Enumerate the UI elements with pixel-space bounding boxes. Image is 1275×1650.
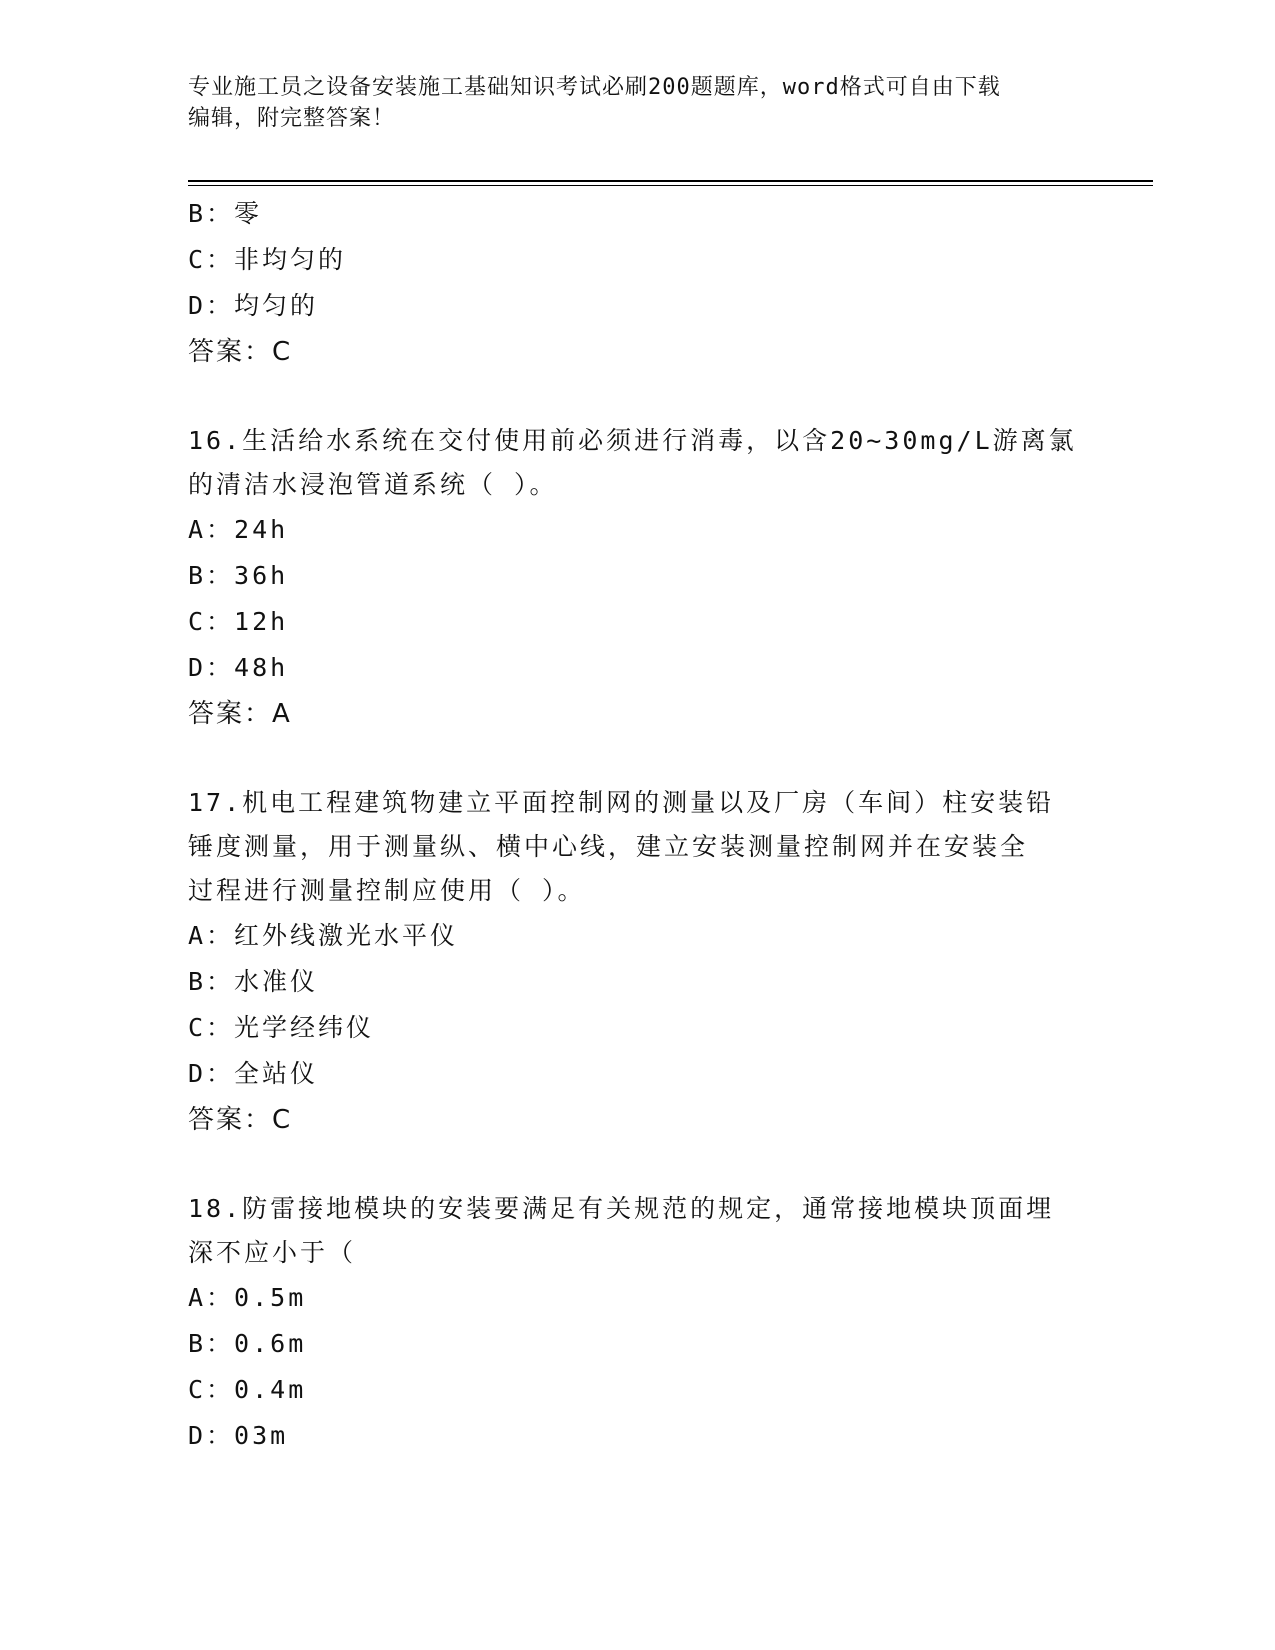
option-c: C：0.4m: [188, 1375, 307, 1404]
question-stem-line: 深不应小于（: [188, 1238, 357, 1267]
question-16: [188, 419, 1088, 737]
question-stem-line: 17.机电工程建筑物建立平面控制网的测量以及厂房（车间）柱安装铅: [188, 788, 1055, 817]
question-18: [188, 1187, 1088, 1459]
question-stem-line: 18.防雷接地模块的安装要满足有关规范的规定，通常接地模块顶面埋: [188, 1194, 1055, 1223]
header-divider: [188, 180, 1153, 182]
option-b: B：水准仪: [188, 967, 319, 996]
question-15-tail: [188, 191, 1088, 375]
question-stem-line: 过程进行测量控制应使用（ ）。: [188, 876, 586, 905]
answer-line: 答案：C: [188, 337, 293, 367]
option-d: D：48h: [188, 653, 289, 682]
question-stem-line: 16.生活给水系统在交付使用前必须进行消毒，以含20~30mg/L游离氯: [188, 426, 1077, 455]
question-stem-line: 锤度测量，用于测量纵、横中心线，建立安装测量控制网并在安装全: [188, 832, 1029, 861]
option-b: B：零: [188, 199, 263, 228]
question-17: [188, 781, 1088, 1143]
document-header: [188, 72, 1088, 134]
answer-line: 答案：A: [188, 699, 292, 729]
option-c: C：12h: [188, 607, 289, 636]
option-a: A：24h: [188, 515, 289, 544]
option-c: C：光学经纬仪: [188, 1013, 375, 1042]
option-a: A：0.5m: [188, 1283, 307, 1312]
header-divider-thin: [188, 185, 1153, 186]
option-a: A：红外线激光水平仪: [188, 921, 459, 950]
header-title-line-2: 编辑，附完整答案！: [188, 106, 396, 131]
answer-line: 答案：C: [188, 1105, 293, 1135]
question-stem-line: 的清洁水浸泡管道系统（ ）。: [188, 470, 558, 499]
option-b: B：36h: [188, 561, 289, 590]
header-title-line-1: 专业施工员之设备安装施工基础知识考试必刷200题题库，word格式可自由下载: [188, 75, 1001, 100]
document-body: [188, 191, 1088, 1459]
option-d: D：03m: [188, 1421, 289, 1450]
option-b: B：0.6m: [188, 1329, 307, 1358]
option-c: C：非均匀的: [188, 245, 347, 274]
option-d: D：均匀的: [188, 291, 319, 320]
option-d: D：全站仪: [188, 1059, 319, 1088]
